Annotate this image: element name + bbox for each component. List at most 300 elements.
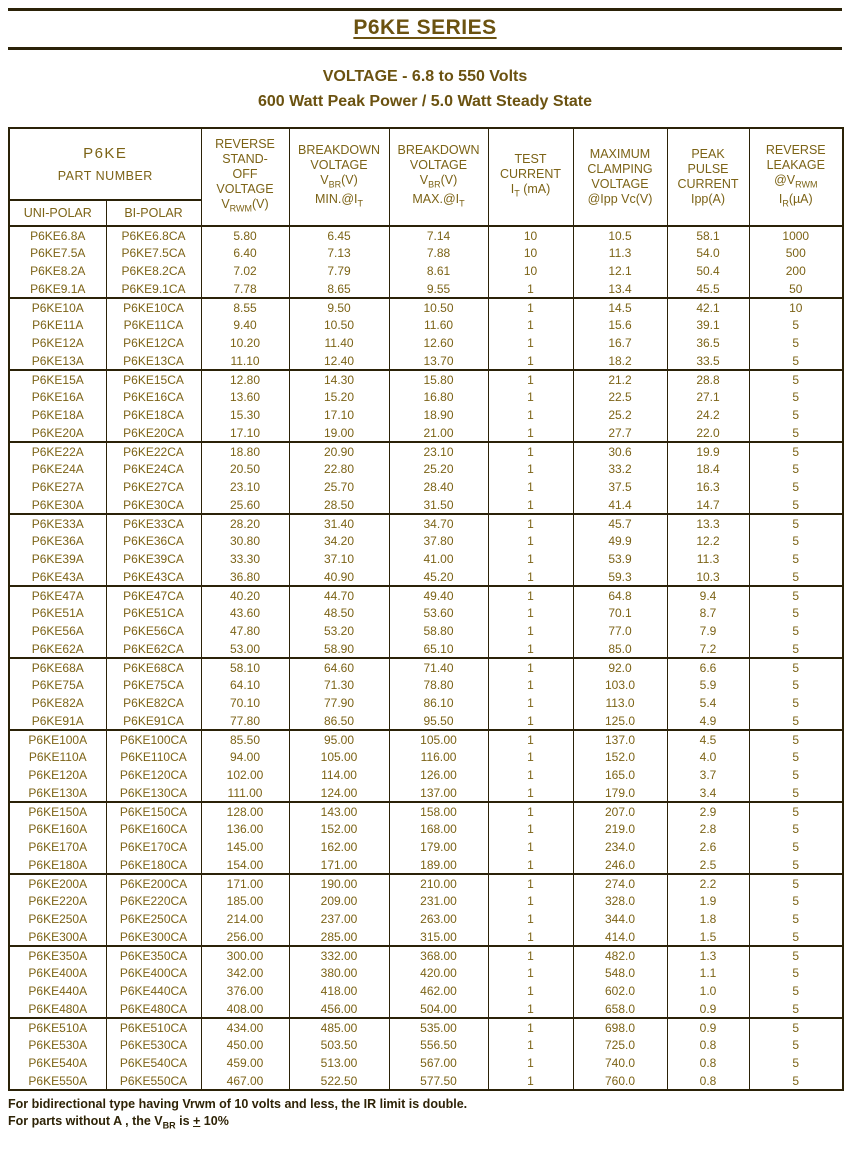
cell-part-bi-polar: P6KE16CA bbox=[106, 388, 201, 406]
cell-breakdown-voltage-min: 14.30 bbox=[289, 370, 389, 388]
cell-peak-pulse-current: 11.3 bbox=[667, 550, 749, 568]
cell-reverse-leakage: 5 bbox=[749, 640, 843, 658]
cell-part-bi-polar: P6KE160CA bbox=[106, 820, 201, 838]
cell-part-uni-polar: P6KE110A bbox=[9, 748, 106, 766]
cell-breakdown-voltage-max: 41.00 bbox=[389, 550, 488, 568]
cell-test-current: 1 bbox=[488, 1072, 573, 1090]
column-header-line: REVERSE bbox=[765, 142, 826, 157]
cell-breakdown-voltage-max: 10.50 bbox=[389, 298, 488, 316]
cell-reverse-leakage: 5 bbox=[749, 370, 843, 388]
table-row bbox=[9, 838, 843, 856]
cell-part-bi-polar: P6KE13CA bbox=[106, 352, 201, 370]
cell-test-current: 1 bbox=[488, 766, 573, 784]
cell-breakdown-voltage-min: 380.00 bbox=[289, 964, 389, 982]
cell-part-bi-polar: P6KE8.2CA bbox=[106, 262, 201, 280]
cell-part-bi-polar: P6KE82CA bbox=[106, 694, 201, 712]
cell-reverse-standoff-voltage: 214.00 bbox=[201, 910, 289, 928]
table-row bbox=[9, 964, 843, 982]
cell-part-bi-polar: P6KE39CA bbox=[106, 550, 201, 568]
cell-breakdown-voltage-max: 28.40 bbox=[389, 478, 488, 496]
cell-reverse-standoff-voltage: 376.00 bbox=[201, 982, 289, 1000]
cell-maximum-clamping-voltage: 92.0 bbox=[573, 658, 667, 676]
cell-breakdown-voltage-min: 28.50 bbox=[289, 496, 389, 514]
cell-reverse-standoff-voltage: 17.10 bbox=[201, 424, 289, 442]
cell-reverse-leakage: 5 bbox=[749, 946, 843, 964]
cell-reverse-standoff-voltage: 94.00 bbox=[201, 748, 289, 766]
cell-part-uni-polar: P6KE550A bbox=[9, 1072, 106, 1090]
cell-test-current: 1 bbox=[488, 550, 573, 568]
column-header-line: LEAKAGE bbox=[766, 157, 825, 172]
cell-test-current: 1 bbox=[488, 370, 573, 388]
cell-part-uni-polar: P6KE250A bbox=[9, 910, 106, 928]
column-header-line: $I_T$ (mA) bbox=[510, 182, 551, 199]
column-header-line: $MIN.@I_T$ bbox=[314, 192, 364, 209]
cell-test-current: 1 bbox=[488, 424, 573, 442]
cell-breakdown-voltage-max: 567.00 bbox=[389, 1054, 488, 1072]
cell-peak-pulse-current: 45.5 bbox=[667, 280, 749, 298]
cell-breakdown-voltage-min: 71.30 bbox=[289, 676, 389, 694]
table-row bbox=[9, 226, 843, 244]
cell-breakdown-voltage-max: 86.10 bbox=[389, 694, 488, 712]
column-header-line: OFF bbox=[232, 167, 258, 182]
cell-test-current: 1 bbox=[488, 658, 573, 676]
cell-maximum-clamping-voltage: 18.2 bbox=[573, 352, 667, 370]
column-header-line: $@V_{RWM}$ bbox=[774, 172, 818, 189]
cell-part-bi-polar: P6KE480CA bbox=[106, 1000, 201, 1018]
cell-breakdown-voltage-max: 9.55 bbox=[389, 280, 488, 298]
table-row bbox=[9, 892, 843, 910]
voltage-range-subtitle: VOLTAGE - 6.8 to 550 Volts bbox=[322, 68, 528, 85]
column-header-maximum-clamping-voltage bbox=[573, 128, 667, 226]
cell-part-uni-polar: P6KE15A bbox=[9, 370, 106, 388]
table-row bbox=[9, 874, 843, 892]
cell-part-uni-polar: P6KE170A bbox=[9, 838, 106, 856]
cell-part-bi-polar: P6KE350CA bbox=[106, 946, 201, 964]
cell-breakdown-voltage-max: 577.50 bbox=[389, 1072, 488, 1090]
cell-maximum-clamping-voltage: 77.0 bbox=[573, 622, 667, 640]
cell-test-current: 1 bbox=[488, 820, 573, 838]
cell-breakdown-voltage-max: 420.00 bbox=[389, 964, 488, 982]
cell-reverse-leakage: 5 bbox=[749, 316, 843, 334]
part-number-series-label: P6KE bbox=[83, 145, 128, 162]
table-row bbox=[9, 982, 843, 1000]
cell-reverse-leakage: 200 bbox=[749, 262, 843, 280]
column-header-line: BREAKDOWN bbox=[298, 142, 380, 157]
cell-reverse-standoff-voltage: 6.40 bbox=[201, 244, 289, 262]
cell-part-bi-polar: P6KE11CA bbox=[106, 316, 201, 334]
table-row bbox=[9, 622, 843, 640]
cell-reverse-standoff-voltage: 7.02 bbox=[201, 262, 289, 280]
column-header-line: @Ipp Vc(V) bbox=[587, 192, 653, 206]
table-row bbox=[9, 388, 843, 406]
table-row bbox=[9, 298, 843, 316]
cell-part-uni-polar: P6KE130A bbox=[9, 784, 106, 802]
cell-reverse-leakage: 5 bbox=[749, 604, 843, 622]
table-row bbox=[9, 460, 843, 478]
page-title: P6KE SERIES bbox=[353, 16, 497, 39]
footnote-tolerance-mid: is bbox=[175, 1114, 194, 1128]
cell-part-bi-polar: P6KE220CA bbox=[106, 892, 201, 910]
cell-reverse-leakage: 5 bbox=[749, 1018, 843, 1036]
cell-breakdown-voltage-max: 45.20 bbox=[389, 568, 488, 586]
cell-breakdown-voltage-max: 116.00 bbox=[389, 748, 488, 766]
table-row bbox=[9, 856, 843, 874]
cell-reverse-leakage: 5 bbox=[749, 424, 843, 442]
spec-table bbox=[8, 127, 844, 1091]
cell-test-current: 1 bbox=[488, 910, 573, 928]
cell-reverse-leakage: 5 bbox=[749, 964, 843, 982]
cell-test-current: 1 bbox=[488, 982, 573, 1000]
cell-reverse-standoff-voltage: 33.30 bbox=[201, 550, 289, 568]
column-header-peak-pulse-current bbox=[667, 128, 749, 226]
cell-maximum-clamping-voltage: 103.0 bbox=[573, 676, 667, 694]
cell-peak-pulse-current: 58.1 bbox=[667, 226, 749, 244]
cell-reverse-standoff-voltage: 145.00 bbox=[201, 838, 289, 856]
cell-breakdown-voltage-min: 48.50 bbox=[289, 604, 389, 622]
column-header-breakdown-voltage-max bbox=[389, 128, 488, 226]
cell-part-uni-polar: P6KE200A bbox=[9, 874, 106, 892]
column-header-line: CURRENT bbox=[499, 167, 562, 182]
cell-reverse-leakage: 5 bbox=[749, 532, 843, 550]
cell-reverse-standoff-voltage: 9.40 bbox=[201, 316, 289, 334]
cell-part-uni-polar: P6KE510A bbox=[9, 1018, 106, 1036]
cell-part-bi-polar: P6KE12CA bbox=[106, 334, 201, 352]
cell-reverse-standoff-voltage: 53.00 bbox=[201, 640, 289, 658]
cell-breakdown-voltage-max: 231.00 bbox=[389, 892, 488, 910]
cell-breakdown-voltage-min: 95.00 bbox=[289, 730, 389, 748]
column-header-line: CURRENT bbox=[677, 177, 739, 191]
cell-part-bi-polar: P6KE24CA bbox=[106, 460, 201, 478]
cell-breakdown-voltage-min: 6.45 bbox=[289, 226, 389, 244]
table-row bbox=[9, 946, 843, 964]
cell-reverse-leakage: 5 bbox=[749, 622, 843, 640]
cell-part-bi-polar: P6KE550CA bbox=[106, 1072, 201, 1090]
cell-maximum-clamping-voltage: 13.4 bbox=[573, 280, 667, 298]
cell-part-bi-polar: P6KE22CA bbox=[106, 442, 201, 460]
cell-reverse-leakage: 5 bbox=[749, 784, 843, 802]
cell-part-uni-polar: P6KE300A bbox=[9, 928, 106, 946]
cell-reverse-leakage: 5 bbox=[749, 712, 843, 730]
table-row bbox=[9, 280, 843, 298]
cell-peak-pulse-current: 1.3 bbox=[667, 946, 749, 964]
cell-test-current: 1 bbox=[488, 316, 573, 334]
cell-test-current: 1 bbox=[488, 514, 573, 532]
cell-peak-pulse-current: 39.1 bbox=[667, 316, 749, 334]
cell-part-bi-polar: P6KE75CA bbox=[106, 676, 201, 694]
cell-peak-pulse-current: 2.9 bbox=[667, 802, 749, 820]
cell-peak-pulse-current: 13.3 bbox=[667, 514, 749, 532]
cell-reverse-leakage: 5 bbox=[749, 1054, 843, 1072]
cell-part-bi-polar: P6KE400CA bbox=[106, 964, 201, 982]
top-rule bbox=[8, 8, 842, 11]
cell-test-current: 1 bbox=[488, 532, 573, 550]
cell-breakdown-voltage-max: 8.61 bbox=[389, 262, 488, 280]
cell-reverse-standoff-voltage: 18.80 bbox=[201, 442, 289, 460]
cell-part-uni-polar: P6KE150A bbox=[9, 802, 106, 820]
cell-reverse-leakage: 5 bbox=[749, 856, 843, 874]
cell-test-current: 1 bbox=[488, 1000, 573, 1018]
cell-breakdown-voltage-max: 49.40 bbox=[389, 586, 488, 604]
cell-reverse-leakage: 500 bbox=[749, 244, 843, 262]
cell-reverse-standoff-voltage: 300.00 bbox=[201, 946, 289, 964]
cell-breakdown-voltage-min: 162.00 bbox=[289, 838, 389, 856]
column-header-line: MAXIMUM bbox=[589, 147, 651, 161]
cell-breakdown-voltage-max: 263.00 bbox=[389, 910, 488, 928]
cell-peak-pulse-current: 12.2 bbox=[667, 532, 749, 550]
footnote-tolerance-pre: For parts without A , the V bbox=[8, 1114, 163, 1128]
cell-breakdown-voltage-min: 40.90 bbox=[289, 568, 389, 586]
cell-reverse-standoff-voltage: 459.00 bbox=[201, 1054, 289, 1072]
cell-test-current: 1 bbox=[488, 946, 573, 964]
cell-reverse-standoff-voltage: 256.00 bbox=[201, 928, 289, 946]
cell-maximum-clamping-voltage: 21.2 bbox=[573, 370, 667, 388]
table-row bbox=[9, 730, 843, 748]
cell-maximum-clamping-voltage: 59.3 bbox=[573, 568, 667, 586]
column-header-line: $MAX.@I_T$ bbox=[412, 192, 465, 209]
cell-maximum-clamping-voltage: 33.2 bbox=[573, 460, 667, 478]
footnotes bbox=[8, 1096, 842, 1135]
cell-part-bi-polar: P6KE150CA bbox=[106, 802, 201, 820]
cell-peak-pulse-current: 1.8 bbox=[667, 910, 749, 928]
cell-part-bi-polar: P6KE15CA bbox=[106, 370, 201, 388]
column-header-line: PULSE bbox=[687, 162, 729, 176]
cell-peak-pulse-current: 24.2 bbox=[667, 406, 749, 424]
cell-breakdown-voltage-min: 114.00 bbox=[289, 766, 389, 784]
cell-test-current: 1 bbox=[488, 496, 573, 514]
cell-breakdown-voltage-min: 37.10 bbox=[289, 550, 389, 568]
cell-breakdown-voltage-min: 34.20 bbox=[289, 532, 389, 550]
cell-part-bi-polar: P6KE540CA bbox=[106, 1054, 201, 1072]
cell-breakdown-voltage-max: 65.10 bbox=[389, 640, 488, 658]
cell-test-current: 1 bbox=[488, 928, 573, 946]
cell-reverse-standoff-voltage: 15.30 bbox=[201, 406, 289, 424]
cell-breakdown-voltage-max: 34.70 bbox=[389, 514, 488, 532]
cell-breakdown-voltage-max: 58.80 bbox=[389, 622, 488, 640]
cell-reverse-leakage: 5 bbox=[749, 802, 843, 820]
cell-part-bi-polar: P6KE27CA bbox=[106, 478, 201, 496]
cell-test-current: 1 bbox=[488, 892, 573, 910]
cell-reverse-leakage: 10 bbox=[749, 298, 843, 316]
cell-reverse-standoff-voltage: 25.60 bbox=[201, 496, 289, 514]
cell-breakdown-voltage-min: 513.00 bbox=[289, 1054, 389, 1072]
cell-test-current: 1 bbox=[488, 856, 573, 874]
cell-peak-pulse-current: 0.8 bbox=[667, 1036, 749, 1054]
cell-part-bi-polar: P6KE20CA bbox=[106, 424, 201, 442]
cell-reverse-standoff-voltage: 342.00 bbox=[201, 964, 289, 982]
cell-test-current: 1 bbox=[488, 838, 573, 856]
cell-test-current: 1 bbox=[488, 1036, 573, 1054]
cell-peak-pulse-current: 28.8 bbox=[667, 370, 749, 388]
table-row bbox=[9, 1018, 843, 1036]
cell-test-current: 1 bbox=[488, 802, 573, 820]
cell-peak-pulse-current: 18.4 bbox=[667, 460, 749, 478]
cell-breakdown-voltage-max: 210.00 bbox=[389, 874, 488, 892]
table-row bbox=[9, 334, 843, 352]
cell-breakdown-voltage-min: 58.90 bbox=[289, 640, 389, 658]
cell-test-current: 1 bbox=[488, 676, 573, 694]
column-header-line: STAND- bbox=[222, 152, 268, 167]
cell-part-uni-polar: P6KE100A bbox=[9, 730, 106, 748]
cell-breakdown-voltage-max: 462.00 bbox=[389, 982, 488, 1000]
cell-test-current: 1 bbox=[488, 568, 573, 586]
cell-breakdown-voltage-min: 124.00 bbox=[289, 784, 389, 802]
cell-breakdown-voltage-max: 37.80 bbox=[389, 532, 488, 550]
cell-reverse-standoff-voltage: 408.00 bbox=[201, 1000, 289, 1018]
cell-part-bi-polar: P6KE440CA bbox=[106, 982, 201, 1000]
cell-test-current: 1 bbox=[488, 1018, 573, 1036]
cell-part-uni-polar: P6KE27A bbox=[9, 478, 106, 496]
column-header-line: $V_{BR}(V)$ bbox=[419, 172, 458, 189]
cell-breakdown-voltage-min: 25.70 bbox=[289, 478, 389, 496]
cell-maximum-clamping-voltage: 15.6 bbox=[573, 316, 667, 334]
power-rating-subtitle: 600 Watt Peak Power / 5.0 Watt Steady State bbox=[257, 93, 593, 110]
cell-reverse-standoff-voltage: 8.55 bbox=[201, 298, 289, 316]
cell-reverse-leakage: 5 bbox=[749, 1036, 843, 1054]
cell-part-uni-polar: P6KE30A bbox=[9, 496, 106, 514]
table-row bbox=[9, 496, 843, 514]
cell-part-uni-polar: P6KE220A bbox=[9, 892, 106, 910]
cell-reverse-standoff-voltage: 30.80 bbox=[201, 532, 289, 550]
cell-reverse-leakage: 5 bbox=[749, 874, 843, 892]
cell-part-bi-polar: P6KE47CA bbox=[106, 586, 201, 604]
cell-reverse-standoff-voltage: 128.00 bbox=[201, 802, 289, 820]
cell-reverse-leakage: 5 bbox=[749, 514, 843, 532]
cell-breakdown-voltage-min: 332.00 bbox=[289, 946, 389, 964]
cell-reverse-leakage: 5 bbox=[749, 1072, 843, 1090]
cell-part-uni-polar: P6KE82A bbox=[9, 694, 106, 712]
table-row bbox=[9, 442, 843, 460]
cell-reverse-leakage: 5 bbox=[749, 730, 843, 748]
cell-test-current: 1 bbox=[488, 712, 573, 730]
cell-breakdown-voltage-max: 53.60 bbox=[389, 604, 488, 622]
table-row bbox=[9, 532, 843, 550]
cell-breakdown-voltage-max: 11.60 bbox=[389, 316, 488, 334]
cell-reverse-standoff-voltage: 7.78 bbox=[201, 280, 289, 298]
cell-breakdown-voltage-min: 11.40 bbox=[289, 334, 389, 352]
cell-part-bi-polar: P6KE33CA bbox=[106, 514, 201, 532]
cell-maximum-clamping-voltage: 85.0 bbox=[573, 640, 667, 658]
cell-test-current: 1 bbox=[488, 352, 573, 370]
cell-part-bi-polar: P6KE10CA bbox=[106, 298, 201, 316]
cell-reverse-standoff-voltage: 136.00 bbox=[201, 820, 289, 838]
cell-reverse-standoff-voltage: 11.10 bbox=[201, 352, 289, 370]
cell-part-bi-polar: P6KE250CA bbox=[106, 910, 201, 928]
cell-peak-pulse-current: 2.8 bbox=[667, 820, 749, 838]
cell-reverse-standoff-voltage: 47.80 bbox=[201, 622, 289, 640]
cell-breakdown-voltage-min: 44.70 bbox=[289, 586, 389, 604]
cell-breakdown-voltage-max: 137.00 bbox=[389, 784, 488, 802]
cell-part-uni-polar: P6KE11A bbox=[9, 316, 106, 334]
cell-maximum-clamping-voltage: 64.8 bbox=[573, 586, 667, 604]
cell-reverse-standoff-voltage: 12.80 bbox=[201, 370, 289, 388]
spec-table-head bbox=[9, 128, 843, 226]
cell-part-bi-polar: P6KE530CA bbox=[106, 1036, 201, 1054]
cell-test-current: 1 bbox=[488, 784, 573, 802]
cell-part-bi-polar: P6KE30CA bbox=[106, 496, 201, 514]
column-header-line: $V_{RWM}(V)$ bbox=[221, 197, 269, 214]
table-row bbox=[9, 262, 843, 280]
cell-part-uni-polar: P6KE10A bbox=[9, 298, 106, 316]
cell-breakdown-voltage-min: 190.00 bbox=[289, 874, 389, 892]
cell-reverse-leakage: 5 bbox=[749, 550, 843, 568]
cell-maximum-clamping-voltage: 414.0 bbox=[573, 928, 667, 946]
cell-peak-pulse-current: 5.4 bbox=[667, 694, 749, 712]
table-row bbox=[9, 802, 843, 820]
table-row bbox=[9, 586, 843, 604]
cell-reverse-standoff-voltage: 434.00 bbox=[201, 1018, 289, 1036]
cell-peak-pulse-current: 16.3 bbox=[667, 478, 749, 496]
cell-reverse-leakage: 5 bbox=[749, 748, 843, 766]
cell-peak-pulse-current: 0.8 bbox=[667, 1054, 749, 1072]
cell-breakdown-voltage-min: 105.00 bbox=[289, 748, 389, 766]
cell-maximum-clamping-voltage: 219.0 bbox=[573, 820, 667, 838]
cell-part-bi-polar: P6KE7.5CA bbox=[106, 244, 201, 262]
cell-part-uni-polar: P6KE6.8A bbox=[9, 226, 106, 244]
cell-peak-pulse-current: 42.1 bbox=[667, 298, 749, 316]
column-header-line: BREAKDOWN bbox=[397, 142, 480, 157]
cell-reverse-leakage: 5 bbox=[749, 766, 843, 784]
footnote-tolerance-post: 10% bbox=[200, 1114, 229, 1128]
spec-table-body bbox=[9, 226, 843, 1090]
table-row bbox=[9, 568, 843, 586]
cell-test-current: 10 bbox=[488, 226, 573, 244]
cell-part-bi-polar: P6KE200CA bbox=[106, 874, 201, 892]
cell-reverse-leakage: 5 bbox=[749, 334, 843, 352]
cell-part-uni-polar: P6KE51A bbox=[9, 604, 106, 622]
cell-reverse-standoff-voltage: 85.50 bbox=[201, 730, 289, 748]
cell-maximum-clamping-voltage: 137.0 bbox=[573, 730, 667, 748]
column-header-line: CLAMPING bbox=[587, 162, 653, 176]
cell-reverse-standoff-voltage: 77.80 bbox=[201, 712, 289, 730]
cell-peak-pulse-current: 27.1 bbox=[667, 388, 749, 406]
cell-part-bi-polar: P6KE18CA bbox=[106, 406, 201, 424]
cell-breakdown-voltage-min: 19.00 bbox=[289, 424, 389, 442]
cell-maximum-clamping-voltage: 16.7 bbox=[573, 334, 667, 352]
cell-part-uni-polar: P6KE350A bbox=[9, 946, 106, 964]
column-header-line: REVERSE bbox=[215, 137, 275, 152]
cell-breakdown-voltage-max: 368.00 bbox=[389, 946, 488, 964]
column-header-line: PEAK bbox=[691, 147, 725, 161]
cell-reverse-leakage: 5 bbox=[749, 694, 843, 712]
cell-breakdown-voltage-min: 20.90 bbox=[289, 442, 389, 460]
cell-test-current: 1 bbox=[488, 874, 573, 892]
cell-maximum-clamping-voltage: 45.7 bbox=[573, 514, 667, 532]
table-row bbox=[9, 820, 843, 838]
cell-breakdown-voltage-max: 315.00 bbox=[389, 928, 488, 946]
cell-test-current: 1 bbox=[488, 964, 573, 982]
cell-breakdown-voltage-max: 78.80 bbox=[389, 676, 488, 694]
cell-part-uni-polar: P6KE68A bbox=[9, 658, 106, 676]
cell-peak-pulse-current: 0.8 bbox=[667, 1072, 749, 1090]
cell-breakdown-voltage-min: 7.79 bbox=[289, 262, 389, 280]
cell-reverse-standoff-voltage: 10.20 bbox=[201, 334, 289, 352]
cell-test-current: 1 bbox=[488, 478, 573, 496]
cell-breakdown-voltage-max: 13.70 bbox=[389, 352, 488, 370]
cell-breakdown-voltage-max: 535.00 bbox=[389, 1018, 488, 1036]
cell-breakdown-voltage-max: 31.50 bbox=[389, 496, 488, 514]
cell-peak-pulse-current: 1.1 bbox=[667, 964, 749, 982]
cell-breakdown-voltage-min: 10.50 bbox=[289, 316, 389, 334]
cell-reverse-leakage: 5 bbox=[749, 910, 843, 928]
cell-breakdown-voltage-min: 285.00 bbox=[289, 928, 389, 946]
cell-peak-pulse-current: 2.2 bbox=[667, 874, 749, 892]
cell-part-uni-polar: P6KE440A bbox=[9, 982, 106, 1000]
cell-breakdown-voltage-min: 209.00 bbox=[289, 892, 389, 910]
cell-test-current: 1 bbox=[488, 730, 573, 748]
cell-breakdown-voltage-min: 31.40 bbox=[289, 514, 389, 532]
column-header-line: TEST bbox=[514, 152, 547, 167]
cell-breakdown-voltage-min: 77.90 bbox=[289, 694, 389, 712]
